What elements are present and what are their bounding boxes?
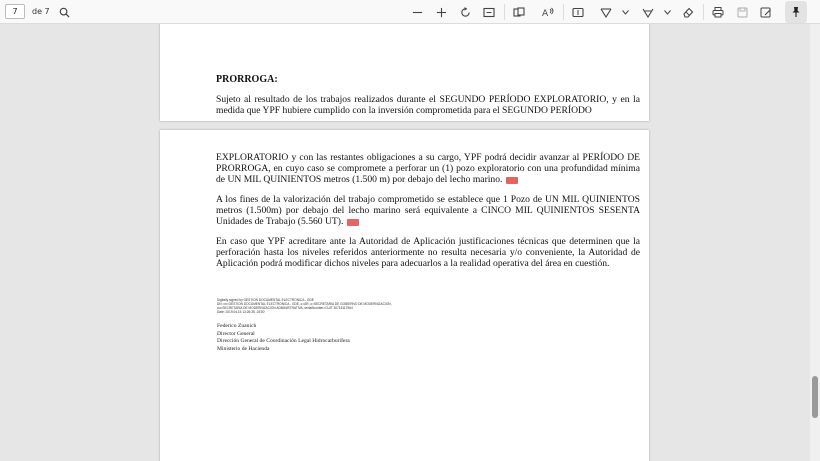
signature-line: ou=SECRETARIA DE MODERNIZACION ADMINISTRATIVA, serialNumber=CUIT 30715117564 bbox=[217, 306, 353, 310]
signature-line: Digitally signed by GESTION DOCUMENTAL ELECTRONICA - GDE bbox=[217, 298, 314, 302]
toolbar-divider bbox=[563, 4, 564, 20]
chevron-down-icon[interactable] bbox=[620, 3, 630, 21]
page-total-label: de 7 bbox=[32, 7, 50, 16]
paragraph-text: EXPLORATORIO y con las restantes obligaciones a su cargo, YPF podrá decidir avanzar al PERÍODO DE PRORROGA, en cuyo caso se compromete a perforar un (1) pozo exploratorio con una profundidad mínima de UN MIL QUINIENTOS metros (1.500 m) por debajo del lecho marino. bbox=[216, 152, 640, 186]
pin-icon bbox=[790, 6, 802, 18]
add-text-icon[interactable] bbox=[570, 3, 586, 21]
signature-line: DN: cn=GESTION DOCUMENTAL ELECTRONICA - GDE, c=AR, o=SECRETARIA DE GOBIERNO DE MODERNIZACION, bbox=[217, 302, 392, 306]
fit-page-icon[interactable] bbox=[481, 3, 497, 21]
save-icon[interactable] bbox=[734, 3, 750, 21]
page-view-icon[interactable] bbox=[511, 3, 527, 21]
annotation-mark[interactable] bbox=[347, 219, 359, 226]
pdf-page-current bbox=[160, 130, 649, 461]
print-icon[interactable] bbox=[710, 3, 726, 21]
signer-block bbox=[217, 323, 350, 353]
paragraph-exploratorio bbox=[216, 152, 640, 186]
signer-title: Director General bbox=[217, 330, 255, 337]
paragraph-autoridad: En caso que YPF acreditare ante la Autoridad de Aplicación justificaciones técnicas que determinen que la perforación hasta los niveles referidos anteriormente no resulta necesaria y/o conveniente, la Autoridad de Aplicación podrá modificar dichos niveles para adecuarlos a la realidad operativa del área en cuestión. bbox=[216, 236, 640, 270]
paragraph-valorizacion bbox=[216, 194, 640, 228]
digital-signature-block bbox=[217, 298, 391, 314]
annotation-mark[interactable] bbox=[506, 177, 518, 184]
highlight-icon[interactable] bbox=[640, 3, 656, 21]
eraser-icon[interactable] bbox=[680, 3, 696, 21]
vertical-scrollbar[interactable] bbox=[810, 24, 820, 461]
paragraph-text: A los fines de la valorización del trabajo comprometido se establece que 1 Pozo de UN MIL QUINIENTOS metros (1.500m) por debajo del lecho marino será equivalente a CINCO MIL QUINIENTOS SESENTA Unidades de Trabajo (5.560 UT). bbox=[216, 194, 640, 228]
pdf-toolbar bbox=[0, 0, 820, 24]
signer-name: Federico Zuanich bbox=[217, 323, 257, 329]
rotate-icon[interactable] bbox=[457, 3, 473, 21]
read-aloud-icon[interactable] bbox=[539, 3, 557, 21]
pin-toolbar-button[interactable] bbox=[785, 1, 807, 23]
page-number-input[interactable] bbox=[5, 4, 25, 19]
section-heading: PRORROGA: bbox=[216, 74, 278, 85]
scrollbar-thumb[interactable] bbox=[812, 376, 818, 418]
svg-text:A: A bbox=[541, 8, 548, 18]
toolbar-divider bbox=[504, 4, 505, 20]
toolbar-divider bbox=[703, 4, 704, 20]
zoom-in-icon[interactable] bbox=[433, 3, 449, 21]
save-as-icon[interactable] bbox=[758, 3, 774, 21]
signature-line: Date: 2019.04.15 13:26:35 -03'00' bbox=[217, 310, 266, 314]
chevron-down-icon[interactable] bbox=[662, 3, 672, 21]
signer-office: Dirección General de Coordinación Legal Hidrocarburífera bbox=[217, 338, 350, 345]
prorroga-paragraph: Sujeto al resultado de los trabajos realizados durante el SEGUNDO PERÍODO EXPLORATORIO, y en la medida que YPF hubiere cumplido con la inversión comprometida para el SEGUNDO PERÍODO bbox=[216, 94, 640, 117]
pdf-page-previous bbox=[160, 24, 649, 121]
document-viewer[interactable] bbox=[0, 24, 810, 461]
search-icon[interactable] bbox=[56, 3, 72, 21]
zoom-out-icon[interactable] bbox=[409, 3, 425, 21]
draw-icon[interactable] bbox=[598, 3, 614, 21]
signer-ministry: Ministerio de Hacienda bbox=[217, 345, 270, 352]
